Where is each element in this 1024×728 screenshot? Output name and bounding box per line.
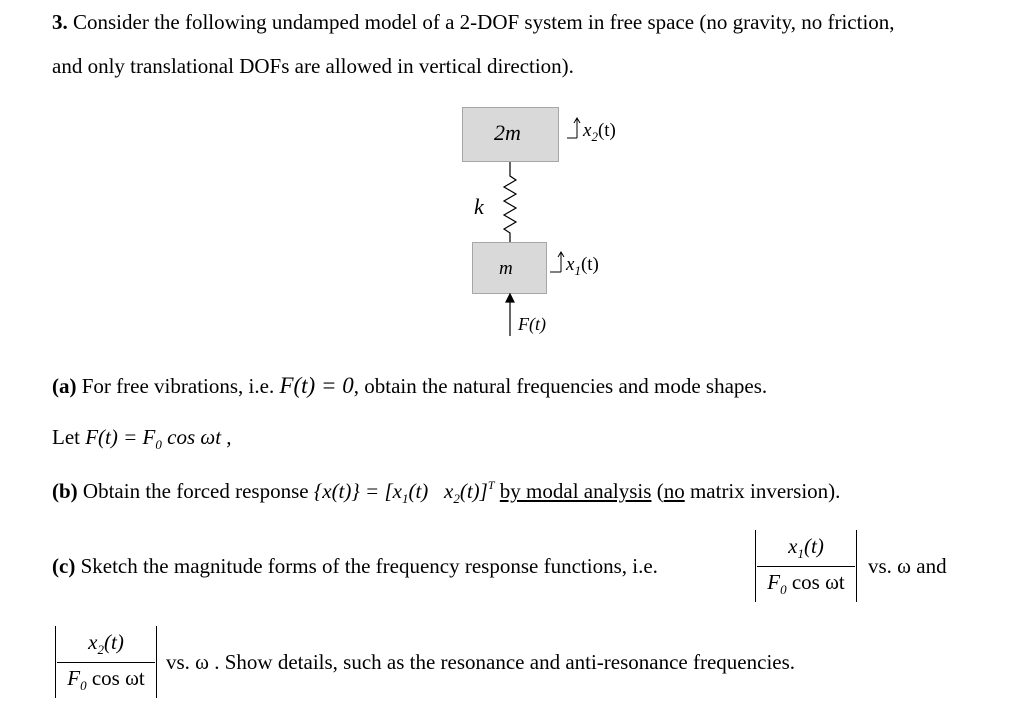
frf-fraction-x2: $x_2(t)$ $F_0$ cos ωt <box>55 626 157 698</box>
part-b-text2: matrix inversion). <box>689 479 841 503</box>
part-a-tag: (a) <box>52 374 77 398</box>
force-arrow-icon <box>506 294 514 336</box>
problem-intro-text1: Consider the following undamped model of a 2-DOF system in free space (no gravity, no friction, <box>73 10 895 34</box>
part-c-text2: vs. ω . Show details, such as the resonance and anti-resonance frequencies. <box>166 650 796 674</box>
let-line <box>52 425 232 453</box>
part-b-eq-lhs: {x(t)} = [x <box>313 479 402 503</box>
mass-2m-label: 2m <box>494 120 521 145</box>
part-c-vs-and: vs. ω and <box>868 554 947 578</box>
part-b-line: (b) Obtain the forced response $\{x(t)\} = [x_1(t)$ $x_2(t)]^T$ by modal analysis (no matrix inversion). <box>52 478 841 506</box>
problem-intro-line2: and only translational DOFs are allowed in vertical direction). <box>52 54 574 78</box>
let-text: Let <box>52 425 80 449</box>
spring-zigzag <box>504 162 516 242</box>
x2-arrow-icon <box>567 118 580 138</box>
problem-number: 3. <box>52 10 68 34</box>
frf-fraction-x1: $x_1(t)$ $F_0$ cos ωt <box>755 530 857 602</box>
x2-label: $x_2(t)$ <box>583 120 616 144</box>
force-label: F(t) <box>518 314 546 334</box>
mass-m-label: m <box>499 258 513 279</box>
part-c-tag: (c) <box>52 554 76 578</box>
part-a-equation: F(t) = 0 <box>279 373 354 398</box>
let-eq-sub: 0 <box>155 437 162 452</box>
part-c-text1: Sketch the magnitude forms of the frequency response functions, i.e. <box>80 554 658 578</box>
part-b-tag: (b) <box>52 479 78 503</box>
part-a-line <box>52 373 767 399</box>
part-b-text1: Obtain the forced response <box>82 479 309 503</box>
let-eq-rhs: cos ωt , <box>167 425 232 449</box>
x1-arrow-icon <box>550 252 564 272</box>
part-b-no: no <box>663 479 685 503</box>
part-b-underlined: by modal analysis <box>499 479 652 503</box>
x1-label: $x_1(t)$ <box>566 254 599 278</box>
part-a-text1: For free vibrations, i.e. <box>81 374 275 398</box>
part-c-line <box>52 554 658 579</box>
let-eq-lhs: F(t) = F <box>85 425 156 449</box>
problem-intro-line1 <box>52 10 895 35</box>
diagram-lines <box>440 100 680 350</box>
spring-k-label: k <box>474 194 484 219</box>
part-a-text2: , obtain the natural frequencies and mode shapes. <box>353 374 768 398</box>
